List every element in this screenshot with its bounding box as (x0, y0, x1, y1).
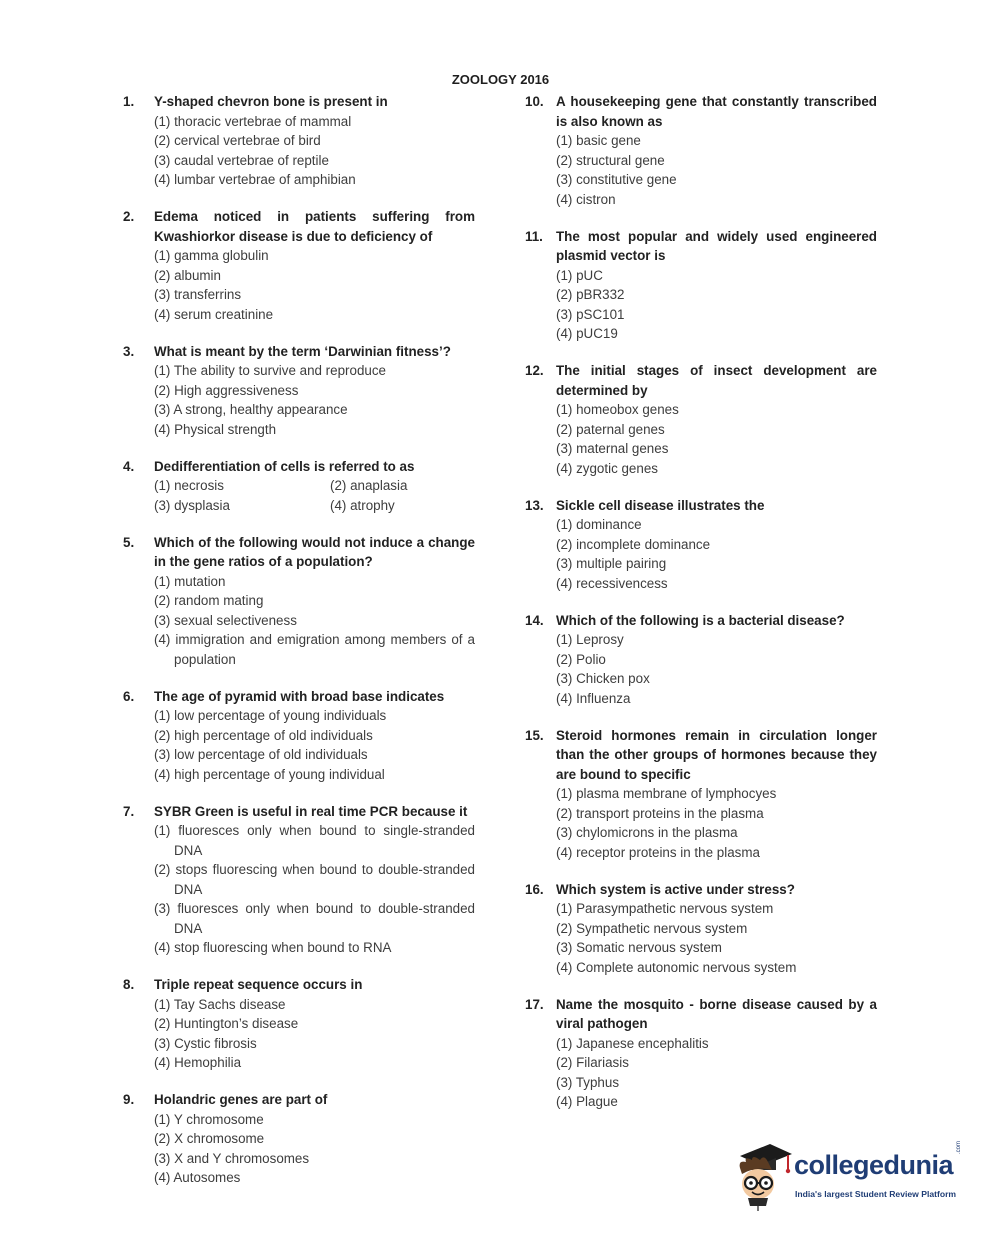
option: (4) recessivencess (556, 575, 668, 591)
option: (1) plasma membrane of lymphocyes (556, 786, 777, 801)
option: (4) receptor proteins in the plasma (556, 844, 760, 860)
question-13 (525, 496, 877, 594)
option: (1) pUC (556, 267, 603, 283)
option: (1) dominance (556, 517, 642, 532)
option: (1) mutation (154, 573, 226, 589)
option-row (154, 476, 475, 496)
option: (2) structural gene (556, 152, 665, 168)
question-text: Sickle cell disease illustrates the (556, 497, 765, 513)
left-column (123, 92, 475, 1188)
question-text: Y-shaped chevron bone is present in (154, 94, 388, 109)
option: (2) stops fluorescing when bound to double-stranded DNA (154, 862, 475, 897)
option: (3) sexual selectiveness (154, 612, 297, 628)
question-number: 15. (525, 727, 544, 743)
option: (4) high percentage of young individual (154, 766, 385, 782)
question-number: 16. (525, 881, 544, 897)
question-12 (525, 361, 877, 478)
option: (4) Autosomes (154, 1170, 241, 1185)
right-column (525, 92, 877, 1112)
option: (2) random mating (154, 593, 264, 608)
question-number: 10. (525, 94, 544, 109)
question-number: 1. (123, 94, 135, 109)
question-16 (525, 880, 877, 978)
question-8 (123, 975, 475, 1073)
option: (1) necrosis (154, 478, 224, 493)
question-text: The most popular and widely used engineered plasmid vector is (556, 228, 877, 263)
option: (4) lumbar vertebrae of amphibian (154, 172, 356, 187)
option: (3) low percentage of old individuals (154, 747, 368, 762)
option: (2) Filariasis (556, 1055, 629, 1070)
question-number: 7. (123, 803, 135, 819)
option: (3) dysplasia (154, 497, 230, 513)
option: (2) High aggressiveness (154, 382, 299, 398)
question-number: 6. (123, 688, 135, 704)
option: (3) A strong, healthy appearance (154, 402, 348, 417)
option: (1) The ability to survive and reproduce (154, 363, 386, 378)
option: (2) Sympathetic nervous system (556, 920, 748, 936)
option: (4) Physical strength (154, 421, 277, 437)
question-number: 12. (525, 363, 544, 378)
option: (1) Parasympathetic nervous system (556, 901, 774, 916)
option: (4) cistron (556, 191, 616, 207)
question-2 (123, 207, 475, 324)
option: (3) multiple pairing (556, 556, 667, 571)
question-text: Which of the following would not induce a change in the gene ratios of a population? (154, 534, 475, 569)
question-number: 5. (123, 534, 135, 550)
question-5 (123, 533, 475, 670)
option: (3) constitutive gene (556, 172, 677, 187)
option: (4) Hemophilia (154, 1055, 242, 1070)
question-number: 2. (123, 209, 135, 224)
question-text: What is meant by the term ‘Darwinian fitness’? (154, 343, 451, 359)
option: (2) anaplasia (330, 478, 408, 493)
option: (4) Influenza (556, 690, 631, 706)
question-4 (123, 457, 475, 516)
option: (2) Polio (556, 651, 606, 667)
option: (4) immigration and emigration among members of a population (154, 632, 475, 667)
option: (3) maternal genes (556, 441, 669, 456)
option: (2) transport proteins in the plasma (556, 805, 764, 821)
option: (4) serum creatinine (154, 306, 274, 322)
option: (3) Chicken pox (556, 671, 650, 686)
option: (4) zygotic genes (556, 460, 658, 476)
question-text: Name the mosquito - borne disease caused by a viral pathogen (556, 996, 877, 1031)
question-11 (525, 227, 877, 344)
option: (1) Japanese encephalitis (556, 1035, 709, 1051)
option: (1) Tay Sachs disease (154, 996, 286, 1012)
question-text: A housekeeping gene that constantly transcribed is also known as (556, 94, 877, 129)
option-row (154, 496, 475, 516)
option: (2) incomplete dominance (556, 536, 711, 552)
question-number: 14. (525, 612, 544, 628)
option: (3) chylomicrons in the plasma (556, 825, 738, 840)
question-9 (123, 1090, 475, 1188)
question-text: Holandric genes are part of (154, 1092, 328, 1107)
option: (3) pSC101 (556, 306, 625, 322)
option: (4) Plague (556, 1094, 618, 1109)
question-10 (525, 92, 877, 209)
option: (2) X chromosome (154, 1131, 265, 1146)
question-number: 8. (123, 977, 135, 992)
question-number: 17. (525, 996, 544, 1012)
logo-wordmark: collegedunia (794, 1150, 954, 1180)
option: (4) pUC19 (556, 326, 618, 341)
question-17 (525, 995, 877, 1112)
option: (1) Y chromosome (154, 1111, 264, 1127)
question-3 (123, 342, 475, 440)
question-number: 3. (123, 343, 135, 359)
logo-tagline: India's largest Student Review Platform (795, 1189, 957, 1199)
option: (2) high percentage of old individuals (154, 727, 373, 743)
page-title: ZOOLOGY 2016 (451, 72, 550, 87)
question-text: Which system is active under stress? (556, 881, 795, 897)
option: (3) Typhus (556, 1074, 620, 1090)
collegedunia-logo (736, 1140, 966, 1212)
question-text: The age of pyramid with broad base indicates (154, 688, 445, 704)
question-14 (525, 611, 877, 709)
option: (3) transferrins (154, 287, 242, 302)
option: (2) paternal genes (556, 421, 665, 437)
option: (1) thoracic vertebrae of mammal (154, 113, 352, 129)
option: (3) Somatic nervous system (556, 940, 722, 955)
option: (3) X and Y chromosomes (154, 1150, 310, 1166)
question-text: Steroid hormones remain in circulation longer than the other groups of hormones because they are bound to specific (556, 727, 877, 782)
logo-domain: .com (956, 1140, 962, 1154)
question-text: Triple repeat sequence occurs in (154, 977, 363, 992)
question-number: 13. (525, 497, 544, 513)
question-15 (525, 726, 877, 863)
option: (2) albumin (154, 267, 221, 283)
question-number: 11. (525, 228, 543, 244)
option: (3) Cystic fibrosis (154, 1035, 257, 1051)
student-mascot-icon (736, 1140, 796, 1212)
option: (1) low percentage of young individuals (154, 708, 387, 723)
option: (3) fluoresces only when bound to double-stranded DNA (154, 901, 475, 936)
question-number: 9. (123, 1092, 135, 1107)
option: (1) basic gene (556, 133, 641, 148)
option: (4) Complete autonomic nervous system (556, 959, 797, 975)
question-6 (123, 687, 475, 785)
option: (2) cervical vertebrae of bird (154, 133, 321, 148)
question-text: Which of the following is a bacterial disease? (556, 612, 845, 628)
question-text: SYBR Green is useful in real time PCR because it (154, 803, 468, 819)
option: (1) Leprosy (556, 632, 624, 647)
option: (4) atrophy (330, 497, 395, 513)
question-number: 4. (123, 458, 135, 474)
option: (3) caudal vertebrae of reptile (154, 152, 329, 168)
question-7 (123, 802, 475, 958)
option: (1) gamma globulin (154, 248, 269, 263)
question-1 (123, 92, 475, 190)
option: (1) homeobox genes (556, 402, 679, 417)
question-text: Edema noticed in patients suffering from Kwashiorkor disease is due to deficiency of (154, 209, 475, 244)
option: (2) pBR332 (556, 287, 625, 302)
option: (1) fluoresces only when bound to single-stranded DNA (154, 823, 475, 858)
option: (4) stop fluorescing when bound to RNA (154, 940, 392, 955)
question-text: Dedifferentiation of cells is referred to as (154, 458, 415, 474)
option: (2) Huntington’s disease (154, 1016, 299, 1031)
question-text: The initial stages of insect development are determined by (556, 363, 877, 398)
